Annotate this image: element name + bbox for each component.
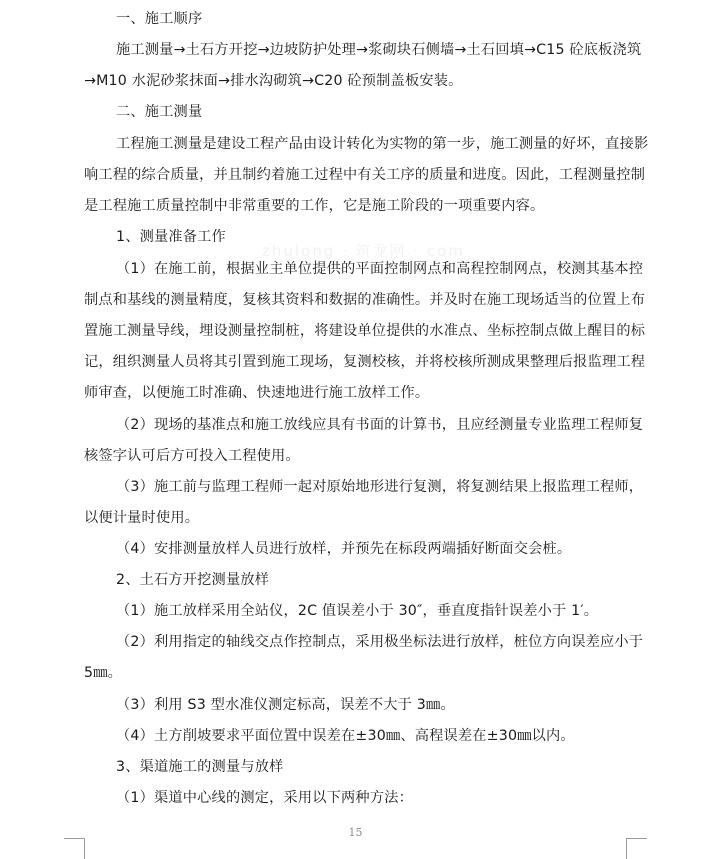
text-line: 制点和基线的测量精度，复核其资料和数据的准确性。并及时在施工现场适当的位置上布 [84,292,646,308]
text-line: 核签字认可后方可投入工程使用。 [84,448,300,464]
heading-section-2: 二、施工测量 [116,104,203,120]
text-line: （4）安排测量放样人员进行放样，并预先在标段两端插好断面交会桩。 [116,541,572,557]
page-number: 15 [348,826,363,839]
crop-mark-right-vertical [626,838,627,859]
subheading-2: 2、土石方开挖测量放样 [116,572,270,588]
text-line: 置施工测量导线，埋设测量控制桩，将建设单位提供的水准点、坐标控制点做上醒目的标 [84,323,646,339]
text-line: 工程施工测量是建设工程产品由设计转化为实物的第一步，施工测量的好坏，直接影 [116,136,649,152]
text-line: （1）渠道中心线的测定，采用以下两种方法： [116,790,413,806]
crop-mark-left-vertical [84,838,85,859]
text-line: （3）施工前与监理工程师一起对原始地形进行复测，将复测结果上报监理工程师， [116,479,644,495]
text-line: 师审查，以便施工时准确、快速地进行施工放样工作。 [84,385,430,401]
subheading-1: 1、测量准备工作 [116,229,226,245]
text-line: （1）施工放样采用全站仪，2C 值误差小于 30″，垂直度指针误差小于 1′。 [116,603,599,619]
text-line: 记，组织测量人员将其引置到施工现场，复测校核，并将校核所测成果整理后报监理工程 [84,354,646,370]
subheading-3: 3、渠道施工的测量与放样 [116,759,284,775]
watermark: zhulong · 筑龙网 · com [262,242,465,260]
crop-mark-right-horizontal [626,838,647,839]
text-line: （2）现场的基准点和施工放线应具有书面的计算书，且应经测量专业监理工程师复 [116,417,644,433]
text-line: →M10 水泥砂浆抹面→排水沟砌筑→C20 砼预制盖板安装。 [84,73,463,89]
text-line: （3）利用 S3 型水准仪测定标高，误差不大于 3㎜。 [116,697,455,713]
text-line: （1）在施工前，根据业主单位提供的平面控制网点和高程控制网点，校测其基本控 [116,261,644,277]
text-line: 响工程的综合质量，并且制约着施工过程中有关工序的质量和进度。因此，工程测量控制 [84,167,646,183]
text-line: 5㎜。 [84,665,123,681]
heading-section-1: 一、施工顺序 [116,11,203,27]
text-line: 以便计量时使用。 [84,510,200,526]
crop-mark-left-horizontal [64,838,85,839]
text-line: 施工测量→土石方开挖→边坡防护处理→浆砌块石侧墙→土石回填→C15 砼底板浇筑 [116,42,642,58]
text-line: 是工程施工质量控制中非常重要的工作，它是施工阶段的一项重要内容。 [84,198,545,214]
text-line: （4）土方削坡要求平面位置中误差在±30㎜、高程误差在±30㎜以内。 [116,728,575,744]
text-line: （2）利用指定的轴线交点作控制点，采用极坐标法进行放样，桩位方向误差应小于 [116,634,644,650]
